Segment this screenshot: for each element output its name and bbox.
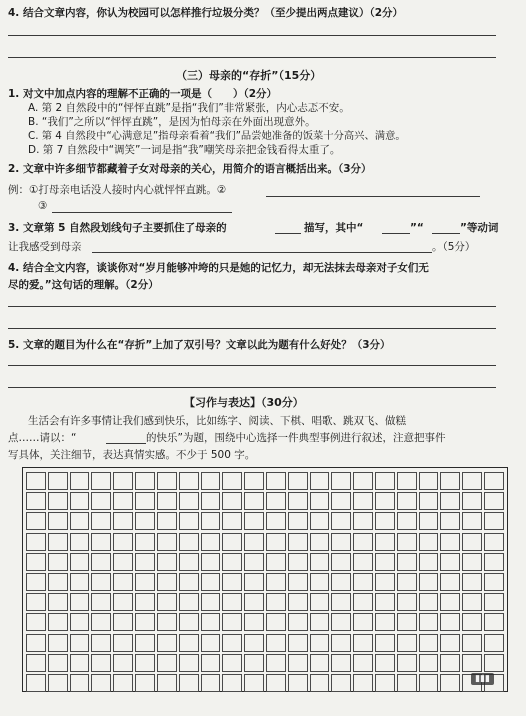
grid-cell[interactable] <box>266 593 286 611</box>
grid-cell[interactable] <box>48 654 68 672</box>
grid-cell[interactable] <box>288 674 308 692</box>
grid-cell[interactable] <box>462 533 482 551</box>
grid-cell[interactable] <box>266 533 286 551</box>
grid-cell[interactable] <box>484 573 504 591</box>
grid-cell[interactable] <box>157 533 177 551</box>
writing-prompt-line3: 写具体，关注细节，表达真情实感。不少于 500 字。 <box>8 449 256 461</box>
grid-cell[interactable] <box>91 634 111 652</box>
grid-cell[interactable] <box>440 654 460 672</box>
grid-cell[interactable] <box>353 573 373 591</box>
q1-option-c: C. 第 4 自然段中“心满意足”指母亲看着“我们”品尝她准备的饭菜十分高兴、满意。 <box>28 130 406 142</box>
q2-blank-3 <box>52 212 232 213</box>
grid-cell[interactable] <box>353 593 373 611</box>
grid-cell[interactable] <box>310 492 330 510</box>
grid-cell[interactable] <box>331 573 351 591</box>
answer-line <box>8 306 496 307</box>
grid-cell[interactable] <box>397 593 417 611</box>
grid-cell[interactable] <box>440 634 460 652</box>
grid-cell[interactable] <box>91 472 111 490</box>
answer-line <box>8 57 496 58</box>
q3-part1: 3. 文章第 5 自然段划线句子主要抓住了母亲的 <box>8 222 227 234</box>
grid-cell[interactable] <box>26 613 46 631</box>
grid-cell[interactable] <box>266 613 286 631</box>
grid-cell[interactable] <box>70 573 90 591</box>
grid-cell[interactable] <box>48 492 68 510</box>
grid-cell[interactable] <box>91 512 111 530</box>
q1-option-b: B. “我们”之所以“怦怦直跳”，是因为怕母亲在外面出现意外。 <box>28 116 316 128</box>
grid-cell[interactable] <box>462 593 482 611</box>
grid-cell[interactable] <box>288 553 308 571</box>
grid-cell[interactable] <box>331 492 351 510</box>
q3-blank-verb2 <box>432 233 460 234</box>
grid-cell[interactable] <box>353 533 373 551</box>
q4-top-text: 4. 结合文章内容，你认为校园可以怎样推行垃圾分类？（至少提出两点建议）（2分） <box>8 7 404 19</box>
grid-cell[interactable] <box>135 553 155 571</box>
grid-cell[interactable] <box>440 492 460 510</box>
grid-cell[interactable] <box>419 674 439 692</box>
answer-line <box>8 365 496 366</box>
grid-row <box>26 553 504 571</box>
q2-item3: ③ <box>38 200 48 212</box>
grid-cell[interactable] <box>484 654 504 672</box>
grid-cell[interactable] <box>179 613 199 631</box>
grid-cell[interactable] <box>157 492 177 510</box>
grid-row <box>26 593 504 611</box>
grid-cell[interactable] <box>201 634 221 652</box>
grid-cell[interactable] <box>91 654 111 672</box>
q3-blank-description <box>275 233 301 234</box>
grid-cell[interactable] <box>201 654 221 672</box>
grid-cell[interactable] <box>353 613 373 631</box>
grid-cell[interactable] <box>288 613 308 631</box>
grid-cell[interactable] <box>222 613 242 631</box>
grid-cell[interactable] <box>288 634 308 652</box>
grid-cell[interactable] <box>201 613 221 631</box>
grid-cell[interactable] <box>484 593 504 611</box>
grid-row <box>26 674 504 692</box>
grid-cell[interactable] <box>70 593 90 611</box>
grid-row <box>26 573 504 591</box>
grid-cell[interactable] <box>244 553 264 571</box>
grid-cell[interactable] <box>375 634 395 652</box>
q4-line2: 尽的爱。”这句话的理解。（2分） <box>8 279 159 291</box>
grid-cell[interactable] <box>91 553 111 571</box>
writing-prompt-line1: 生活会有许多事情让我们感到快乐，比如练字、阅读、下棋、唱歌、跳双飞、做糕 <box>28 415 406 427</box>
grid-cell[interactable] <box>310 593 330 611</box>
grid-cell[interactable] <box>310 472 330 490</box>
grid-row <box>26 654 504 672</box>
grid-cell[interactable] <box>419 472 439 490</box>
grid-cell[interactable] <box>397 533 417 551</box>
grid-cell[interactable] <box>157 553 177 571</box>
grid-cell[interactable] <box>375 674 395 692</box>
grid-row <box>26 613 504 631</box>
grid-cell[interactable] <box>70 492 90 510</box>
grid-cell[interactable] <box>440 533 460 551</box>
q3-blank-feeling <box>92 252 432 253</box>
grid-cell[interactable] <box>419 593 439 611</box>
grid-cell[interactable] <box>70 634 90 652</box>
grid-cell[interactable] <box>266 512 286 530</box>
grid-cell[interactable] <box>222 512 242 530</box>
grid-cell[interactable] <box>440 593 460 611</box>
grid-cell[interactable] <box>222 573 242 591</box>
grid-cell[interactable] <box>331 512 351 530</box>
grid-cell[interactable] <box>48 634 68 652</box>
grid-cell[interactable] <box>375 533 395 551</box>
q3-part3: ”“ <box>410 222 424 234</box>
q2-stem: 2. 文章中许多细节都藏着子女对母亲的关心，用简介的语言概括出来。（3分） <box>8 163 372 175</box>
grid-cell[interactable] <box>462 654 482 672</box>
grid-cell[interactable] <box>484 472 504 490</box>
q3-part5: 让我感受到母亲 <box>8 241 82 253</box>
grid-cell[interactable] <box>48 674 68 692</box>
grid-cell[interactable] <box>91 613 111 631</box>
grid-cell[interactable] <box>419 533 439 551</box>
grid-cell[interactable] <box>375 613 395 631</box>
grid-cell[interactable] <box>462 553 482 571</box>
grid-row <box>26 472 504 490</box>
grid-cell[interactable] <box>26 634 46 652</box>
grid-cell[interactable] <box>70 512 90 530</box>
grid-cell[interactable] <box>440 472 460 490</box>
grid-cell[interactable] <box>70 472 90 490</box>
grid-cell[interactable] <box>331 654 351 672</box>
grid-cell[interactable] <box>222 472 242 490</box>
grid-cell[interactable] <box>135 533 155 551</box>
grid-cell[interactable] <box>201 472 221 490</box>
grid-cell[interactable] <box>70 613 90 631</box>
grid-cell[interactable] <box>201 553 221 571</box>
grid-cell[interactable] <box>113 553 133 571</box>
grid-cell[interactable] <box>135 512 155 530</box>
grid-cell[interactable] <box>70 674 90 692</box>
writing-prompt-line2b: 的快乐”为题，围绕中心选择一件典型事例进行叙述，注意把事件 <box>146 432 446 444</box>
grid-cell[interactable] <box>201 593 221 611</box>
grid-cell[interactable] <box>375 553 395 571</box>
grid-cell[interactable] <box>70 654 90 672</box>
grid-cell[interactable] <box>310 654 330 672</box>
grid-cell[interactable] <box>419 613 439 631</box>
watermark-logo: ▮▮▮ <box>471 673 494 685</box>
answer-line <box>8 328 496 329</box>
grid-cell[interactable] <box>222 492 242 510</box>
grid-cell[interactable] <box>419 512 439 530</box>
grid-cell[interactable] <box>48 512 68 530</box>
grid-cell[interactable] <box>397 472 417 490</box>
grid-cell[interactable] <box>201 492 221 510</box>
grid-cell[interactable] <box>419 573 439 591</box>
grid-cell[interactable] <box>157 512 177 530</box>
grid-cell[interactable] <box>397 654 417 672</box>
grid-cell[interactable] <box>135 654 155 672</box>
grid-cell[interactable] <box>288 654 308 672</box>
grid-cell[interactable] <box>157 613 177 631</box>
grid-cell[interactable] <box>462 613 482 631</box>
grid-cell[interactable] <box>244 533 264 551</box>
grid-cell[interactable] <box>113 512 133 530</box>
grid-row <box>26 492 504 510</box>
grid-cell[interactable] <box>375 593 395 611</box>
grid-cell[interactable] <box>397 512 417 530</box>
grid-cell[interactable] <box>353 674 373 692</box>
grid-cell[interactable] <box>179 492 199 510</box>
grid-cell[interactable] <box>440 573 460 591</box>
grid-cell[interactable] <box>288 472 308 490</box>
grid-row <box>26 533 504 551</box>
grid-cell[interactable] <box>375 512 395 530</box>
grid-cell[interactable] <box>353 654 373 672</box>
grid-cell[interactable] <box>244 674 264 692</box>
grid-cell[interactable] <box>179 654 199 672</box>
grid-cell[interactable] <box>353 472 373 490</box>
grid-cell[interactable] <box>353 512 373 530</box>
grid-cell[interactable] <box>135 573 155 591</box>
grid-cell[interactable] <box>266 492 286 510</box>
grid-cell[interactable] <box>222 634 242 652</box>
writing-title-blank <box>106 443 146 444</box>
grid-cell[interactable] <box>26 553 46 571</box>
grid-cell[interactable] <box>179 634 199 652</box>
grid-cell[interactable] <box>331 674 351 692</box>
grid-cell[interactable] <box>462 573 482 591</box>
grid-cell[interactable] <box>222 533 242 551</box>
grid-cell[interactable] <box>375 573 395 591</box>
grid-cell[interactable] <box>266 553 286 571</box>
grid-cell[interactable] <box>222 674 242 692</box>
grid-cell[interactable] <box>244 613 264 631</box>
grid-cell[interactable] <box>135 593 155 611</box>
grid-cell[interactable] <box>26 573 46 591</box>
grid-cell[interactable] <box>484 533 504 551</box>
grid-cell[interactable] <box>113 472 133 490</box>
grid-cell[interactable] <box>179 472 199 490</box>
grid-cell[interactable] <box>397 492 417 510</box>
grid-cell[interactable] <box>331 533 351 551</box>
grid-cell[interactable] <box>135 674 155 692</box>
grid-cell[interactable] <box>222 654 242 672</box>
q2-example: 例：①打母亲电话没人接时内心就怦怦直跳。② <box>8 184 227 196</box>
grid-cell[interactable] <box>310 613 330 631</box>
grid-cell[interactable] <box>179 674 199 692</box>
grid-cell[interactable] <box>91 573 111 591</box>
grid-cell[interactable] <box>157 593 177 611</box>
grid-cell[interactable] <box>419 492 439 510</box>
grid-cell[interactable] <box>201 573 221 591</box>
grid-cell[interactable] <box>397 634 417 652</box>
q4-line1: 4. 结合全文内容，谈谈你对“岁月能够冲垮的只是她的记忆力，却无法抹去母亲对子女们无 <box>8 262 429 274</box>
grid-cell[interactable] <box>48 533 68 551</box>
grid-cell[interactable] <box>331 593 351 611</box>
grid-cell[interactable] <box>179 593 199 611</box>
grid-cell[interactable] <box>484 512 504 530</box>
grid-cell[interactable] <box>397 573 417 591</box>
grid-cell[interactable] <box>201 512 221 530</box>
grid-cell[interactable] <box>26 472 46 490</box>
grid-cell[interactable] <box>113 613 133 631</box>
grid-cell[interactable] <box>375 654 395 672</box>
grid-cell[interactable] <box>266 472 286 490</box>
writing-title: 【习作与表达】（30分） <box>184 396 304 409</box>
grid-cell[interactable] <box>201 533 221 551</box>
grid-cell[interactable] <box>419 634 439 652</box>
grid-cell[interactable] <box>26 674 46 692</box>
grid-cell[interactable] <box>91 674 111 692</box>
grid-cell[interactable] <box>397 553 417 571</box>
q3-part4: ”等动词 <box>460 222 499 234</box>
grid-cell[interactable] <box>244 512 264 530</box>
grid-cell[interactable] <box>244 573 264 591</box>
grid-cell[interactable] <box>135 634 155 652</box>
grid-cell[interactable] <box>179 553 199 571</box>
grid-cell[interactable] <box>331 634 351 652</box>
grid-cell[interactable] <box>484 634 504 652</box>
section3-title: （三）母亲的“存折”（15分） <box>176 69 322 82</box>
grid-cell[interactable] <box>91 492 111 510</box>
composition-grid <box>22 467 508 692</box>
grid-cell[interactable] <box>288 573 308 591</box>
grid-cell[interactable] <box>113 573 133 591</box>
grid-cell[interactable] <box>48 613 68 631</box>
grid-cell[interactable] <box>331 472 351 490</box>
grid-cell[interactable] <box>397 613 417 631</box>
grid-cell[interactable] <box>310 512 330 530</box>
grid-cell[interactable] <box>419 654 439 672</box>
grid-cell[interactable] <box>48 553 68 571</box>
grid-cell[interactable] <box>157 674 177 692</box>
grid-cell[interactable] <box>440 512 460 530</box>
grid-cell[interactable] <box>484 613 504 631</box>
grid-cell[interactable] <box>375 472 395 490</box>
grid-cell[interactable] <box>244 472 264 490</box>
grid-cell[interactable] <box>244 593 264 611</box>
grid-cell[interactable] <box>462 512 482 530</box>
grid-cell[interactable] <box>462 492 482 510</box>
grid-cell[interactable] <box>266 674 286 692</box>
q3-part6: 。（5分） <box>432 241 476 253</box>
grid-cell[interactable] <box>266 634 286 652</box>
q3-part2: 描写，其中“ <box>304 222 364 234</box>
grid-cell[interactable] <box>135 613 155 631</box>
grid-cell[interactable] <box>419 553 439 571</box>
grid-cell[interactable] <box>397 674 417 692</box>
grid-cell[interactable] <box>26 533 46 551</box>
grid-cell[interactable] <box>353 634 373 652</box>
grid-cell[interactable] <box>113 492 133 510</box>
grid-cell[interactable] <box>26 654 46 672</box>
grid-cell[interactable] <box>353 553 373 571</box>
writing-prompt-line2a: 点……请以：“ <box>8 432 77 444</box>
grid-cell[interactable] <box>310 634 330 652</box>
grid-cell[interactable] <box>113 634 133 652</box>
grid-cell[interactable] <box>462 634 482 652</box>
grid-cell[interactable] <box>331 553 351 571</box>
grid-cell[interactable] <box>288 492 308 510</box>
grid-cell[interactable] <box>157 634 177 652</box>
grid-cell[interactable] <box>440 674 460 692</box>
grid-cell[interactable] <box>288 593 308 611</box>
grid-cell[interactable] <box>288 512 308 530</box>
grid-cell[interactable] <box>222 593 242 611</box>
grid-cell[interactable] <box>440 553 460 571</box>
grid-cell[interactable] <box>244 654 264 672</box>
grid-cell[interactable] <box>91 593 111 611</box>
grid-row <box>26 634 504 652</box>
grid-cell[interactable] <box>310 573 330 591</box>
grid-cell[interactable] <box>70 533 90 551</box>
q3-blank-verb1 <box>382 233 410 234</box>
grid-cell[interactable] <box>26 512 46 530</box>
grid-cell[interactable] <box>48 593 68 611</box>
grid-cell[interactable] <box>113 654 133 672</box>
q1-option-a: A. 第 2 自然段中的“怦怦直跳”是指“我们”非常紧张，内心忐忑不安。 <box>28 102 350 114</box>
grid-cell[interactable] <box>288 533 308 551</box>
grid-cell[interactable] <box>201 674 221 692</box>
grid-cell[interactable] <box>91 533 111 551</box>
grid-cell[interactable] <box>113 593 133 611</box>
grid-cell[interactable] <box>353 492 373 510</box>
grid-cell[interactable] <box>157 573 177 591</box>
grid-cell[interactable] <box>135 472 155 490</box>
grid-cell[interactable] <box>26 492 46 510</box>
grid-cell[interactable] <box>179 533 199 551</box>
q1-stem: 1. 对文中加点内容的理解不正确的一项是（ ）（2分） <box>8 88 278 100</box>
q5-stem: 5. 文章的题目为什么在“存折”上加了双引号？文章以此为题有什么好处？（3分） <box>8 339 391 351</box>
grid-row <box>26 512 504 530</box>
answer-line <box>8 387 496 388</box>
grid-cell[interactable] <box>113 533 133 551</box>
grid-cell[interactable] <box>266 654 286 672</box>
grid-cell[interactable] <box>179 512 199 530</box>
grid-cell[interactable] <box>157 472 177 490</box>
grid-cell[interactable] <box>222 553 242 571</box>
grid-cell[interactable] <box>157 654 177 672</box>
grid-cell[interactable] <box>179 573 199 591</box>
q2-blank-2 <box>266 196 480 197</box>
grid-cell[interactable] <box>310 553 330 571</box>
q1-option-d: D. 第 7 自然段中“调笑”一词是指“我”嘲笑母亲把金钱看得太重了。 <box>28 144 341 156</box>
grid-cell[interactable] <box>48 472 68 490</box>
grid-cell[interactable] <box>135 492 155 510</box>
grid-cell[interactable] <box>70 553 90 571</box>
grid-cell[interactable] <box>331 613 351 631</box>
grid-cell[interactable] <box>310 533 330 551</box>
grid-cell[interactable] <box>462 472 482 490</box>
grid-cell[interactable] <box>48 573 68 591</box>
grid-cell[interactable] <box>26 593 46 611</box>
grid-cell[interactable] <box>244 634 264 652</box>
grid-cell[interactable] <box>113 674 133 692</box>
grid-cell[interactable] <box>244 492 264 510</box>
grid-cell[interactable] <box>310 674 330 692</box>
grid-cell[interactable] <box>440 613 460 631</box>
grid-cell[interactable] <box>266 573 286 591</box>
grid-cell[interactable] <box>484 492 504 510</box>
answer-line <box>8 35 496 36</box>
grid-cell[interactable] <box>375 492 395 510</box>
grid-cell[interactable] <box>484 553 504 571</box>
